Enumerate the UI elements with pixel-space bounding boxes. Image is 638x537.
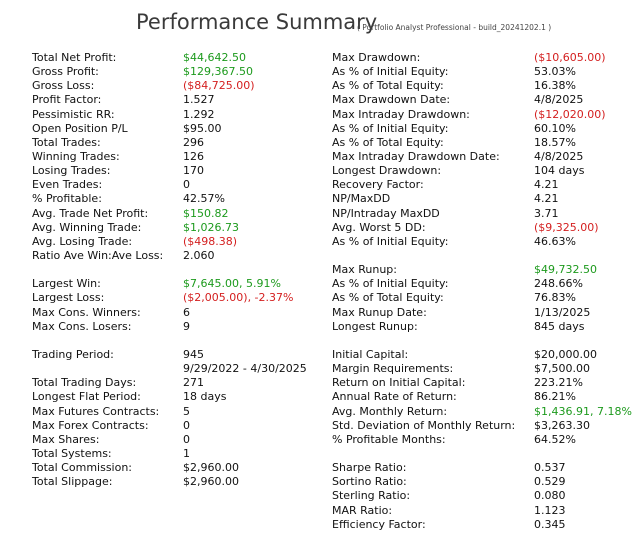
metric-row <box>332 65 638 79</box>
metric-row <box>332 136 638 150</box>
metric-label: Losing Trades: <box>32 164 111 178</box>
metric-value: 18.57% <box>534 135 576 149</box>
metric-value: $7,645.00, 5.91% <box>183 277 281 291</box>
metric-label: Recovery Factor: <box>332 178 424 192</box>
metric-label: Ratio Ave Win:Ave Loss: <box>32 248 164 262</box>
metric-label: Avg. Worst 5 DD: <box>332 220 426 234</box>
metric-row <box>32 334 322 348</box>
metric-label: NP/MaxDD <box>332 192 391 206</box>
metric-value: 4/8/2025 <box>534 149 584 163</box>
metric-label: Total Trading Days: <box>32 376 137 390</box>
metric-label: Winning Trades: <box>32 149 120 163</box>
metric-label: As % of Initial Equity: <box>332 121 449 135</box>
metric-value: 0 <box>183 432 190 446</box>
metric-value: 0.080 <box>534 489 566 503</box>
metric-label: Max Intraday Drawdown Date: <box>332 149 500 163</box>
metric-row <box>32 277 322 291</box>
metric-row <box>32 150 322 164</box>
metric-label: Avg. Trade Net Profit: <box>32 206 149 220</box>
metric-row <box>332 348 638 362</box>
metric-row <box>332 376 638 390</box>
metric-label: Open Position P/L <box>32 121 128 135</box>
metric-label: As % of Total Equity: <box>332 135 444 149</box>
metric-row <box>332 405 638 419</box>
metric-value: 1/13/2025 <box>534 305 591 319</box>
metric-label: Even Trades: <box>32 178 103 192</box>
metric-label: Gross Profit: <box>32 65 99 79</box>
metric-value: 248.66% <box>534 277 583 291</box>
metric-value: 223.21% <box>534 376 583 390</box>
metric-row <box>332 93 638 107</box>
metric-row <box>332 277 638 291</box>
metric-value: 1.527 <box>183 93 215 107</box>
metric-value: 6 <box>183 305 190 319</box>
metric-row <box>32 306 322 320</box>
metric-row <box>332 475 638 489</box>
metric-value: ($84,725.00) <box>183 79 255 93</box>
metric-row <box>332 320 638 334</box>
metric-value: 945 <box>183 347 204 361</box>
metric-label: Return on Initial Capital: <box>332 376 466 390</box>
metric-label: Longest Drawdown: <box>332 164 442 178</box>
metric-label: Longest Flat Period: <box>32 390 141 404</box>
metric-row <box>332 79 638 93</box>
metric-value: 296 <box>183 135 204 149</box>
metric-row <box>32 192 322 206</box>
metric-value: 1.292 <box>183 107 215 121</box>
metric-label: Gross Loss: <box>32 79 95 93</box>
metric-row <box>32 447 322 461</box>
metric-value: 0.345 <box>534 517 566 531</box>
metric-label: Trading Period: <box>32 347 114 361</box>
metric-label: Max Cons. Losers: <box>32 319 132 333</box>
metric-label: Profit Factor: <box>32 93 102 107</box>
metric-label: Max Runup: <box>332 263 397 277</box>
metric-value: 16.38% <box>534 79 576 93</box>
metric-label: Margin Requirements: <box>332 362 454 376</box>
metric-value: 0 <box>183 418 190 432</box>
metric-value: 170 <box>183 164 204 178</box>
metric-row <box>32 164 322 178</box>
metric-value: 46.63% <box>534 234 576 248</box>
metric-label: Initial Capital: <box>332 347 409 361</box>
metric-label: As % of Total Equity: <box>332 79 444 93</box>
metric-row <box>32 79 322 93</box>
metric-row <box>332 51 638 65</box>
metric-value: 53.03% <box>534 65 576 79</box>
metric-value: $129,367.50 <box>183 65 253 79</box>
metric-label: NP/Intraday MaxDD <box>332 206 440 220</box>
metric-row <box>332 291 638 305</box>
metric-row <box>32 390 322 404</box>
metric-label: Max Shares: <box>32 432 100 446</box>
metric-row <box>32 291 322 305</box>
metric-value: 4.21 <box>534 192 559 206</box>
right-metrics-column <box>332 51 638 532</box>
metric-row <box>32 51 322 65</box>
metric-row <box>32 65 322 79</box>
metric-label: % Profitable Months: <box>332 432 446 446</box>
metric-label: Max Forex Contracts: <box>32 418 149 432</box>
metric-row <box>332 122 638 136</box>
metric-value: ($12,020.00) <box>534 107 606 121</box>
metric-label: Sterling Ratio: <box>332 489 411 503</box>
metric-label: Efficiency Factor: <box>332 517 426 531</box>
metric-value: 271 <box>183 376 204 390</box>
metric-value: ($9,325.00) <box>534 220 599 234</box>
metric-row <box>332 207 638 221</box>
page-title: Performance Summary <box>136 10 378 34</box>
metric-row <box>332 390 638 404</box>
metric-row <box>332 504 638 518</box>
metric-label: % Profitable: <box>32 192 102 206</box>
metric-value: 18 days <box>183 390 227 404</box>
metric-value: $2,960.00 <box>183 461 239 475</box>
metric-row <box>32 108 322 122</box>
metric-label: Std. Deviation of Monthly Return: <box>332 418 516 432</box>
metric-value: 3.71 <box>534 206 559 220</box>
metric-value: ($2,005.00), -2.37% <box>183 291 294 305</box>
metric-row <box>332 447 638 461</box>
metric-row <box>332 362 638 376</box>
metric-value: ($10,605.00) <box>534 51 606 64</box>
metric-label: Largest Loss: <box>32 291 105 305</box>
metric-row <box>32 405 322 419</box>
metric-value: 4.21 <box>534 178 559 192</box>
metric-row <box>32 362 322 376</box>
metric-row <box>332 489 638 503</box>
metric-row <box>32 221 322 235</box>
metric-row <box>32 475 322 489</box>
metric-row <box>32 419 322 433</box>
metric-value: $150.82 <box>183 206 229 220</box>
metric-label: Max Cons. Winners: <box>32 305 141 319</box>
metric-value: 4/8/2025 <box>534 93 584 107</box>
metric-row <box>332 164 638 178</box>
metric-value: 64.52% <box>534 432 576 446</box>
metric-label: Largest Win: <box>32 277 101 291</box>
metric-value: 86.21% <box>534 390 576 404</box>
metric-row <box>332 461 638 475</box>
metric-value: $44,642.50 <box>183 51 246 64</box>
metric-value: ($498.38) <box>183 234 238 248</box>
metric-row <box>332 419 638 433</box>
metric-label: Max Drawdown Date: <box>332 93 451 107</box>
metric-value: $1,436.91, 7.18% <box>534 404 632 418</box>
metric-row <box>32 122 322 136</box>
metric-value: $3,263.30 <box>534 418 590 432</box>
metric-label: Max Drawdown: <box>332 51 421 64</box>
metric-label: Avg. Winning Trade: <box>32 220 142 234</box>
metric-label: Total Net Profit: <box>32 51 117 64</box>
metric-row <box>332 150 638 164</box>
metric-value: 104 days <box>534 164 585 178</box>
metric-value: 9 <box>183 319 190 333</box>
metric-value: 42.57% <box>183 192 225 206</box>
metric-row <box>32 178 322 192</box>
metric-label: Avg. Losing Trade: <box>32 234 133 248</box>
metric-value: 76.83% <box>534 291 576 305</box>
metric-label: Total Commission: <box>32 461 133 475</box>
build-info: ( Portfolio Analyst Professional - build_20241202.1 ) <box>357 23 552 32</box>
metric-value: 1 <box>183 446 190 460</box>
metric-value: $1,026.73 <box>183 220 239 234</box>
metric-row <box>32 235 322 249</box>
metric-value: $7,500.00 <box>534 362 590 376</box>
metric-row <box>332 518 638 532</box>
metric-row <box>332 263 638 277</box>
metric-value: $95.00 <box>183 121 222 135</box>
metric-row <box>32 461 322 475</box>
metric-label: Longest Runup: <box>332 319 418 333</box>
metric-value: 60.10% <box>534 121 576 135</box>
metric-row <box>332 192 638 206</box>
metric-label: As % of Initial Equity: <box>332 65 449 79</box>
metric-row <box>32 348 322 362</box>
metric-row <box>32 249 322 263</box>
metric-value: 9/29/2022 - 4/30/2025 <box>183 362 307 376</box>
metric-label: Max Futures Contracts: <box>32 404 160 418</box>
metric-value: 0.537 <box>534 461 566 475</box>
metric-row <box>32 433 322 447</box>
metric-value: 5 <box>183 404 190 418</box>
metric-label: Max Runup Date: <box>332 305 427 319</box>
metric-label: Avg. Monthly Return: <box>332 404 448 418</box>
metric-row <box>32 320 322 334</box>
metric-label: MAR Ratio: <box>332 503 393 517</box>
metric-value: 0 <box>183 178 190 192</box>
metric-row <box>332 235 638 249</box>
metric-label: Annual Rate of Return: <box>332 390 457 404</box>
metric-row <box>332 433 638 447</box>
metric-value: $20,000.00 <box>534 347 597 361</box>
metric-row <box>32 207 322 221</box>
metric-row <box>332 249 638 263</box>
metric-label: Sortino Ratio: <box>332 475 407 489</box>
metric-row <box>332 306 638 320</box>
metric-label: As % of Initial Equity: <box>332 277 449 291</box>
metric-label: Total Systems: <box>32 446 112 460</box>
metric-value: 126 <box>183 149 204 163</box>
metric-value: 845 days <box>534 319 585 333</box>
metric-row <box>32 376 322 390</box>
metric-value: 0.529 <box>534 475 566 489</box>
metric-value: $49,732.50 <box>534 263 597 277</box>
metric-row <box>32 136 322 150</box>
metric-label: As % of Total Equity: <box>332 291 444 305</box>
metric-row <box>332 108 638 122</box>
metric-label: Sharpe Ratio: <box>332 461 407 475</box>
left-metrics-column <box>32 51 322 489</box>
metric-label: Max Intraday Drawdown: <box>332 107 470 121</box>
metric-label: Total Slippage: <box>32 475 113 489</box>
metric-value: 1.123 <box>534 503 566 517</box>
metric-value: $2,960.00 <box>183 475 239 489</box>
metric-row <box>32 93 322 107</box>
metric-label: Total Trades: <box>32 135 101 149</box>
metric-label: As % of Initial Equity: <box>332 234 449 248</box>
metric-value: 2.060 <box>183 248 215 262</box>
metric-row <box>332 178 638 192</box>
metric-label: Pessimistic RR: <box>32 107 115 121</box>
metric-row <box>332 221 638 235</box>
metric-row <box>32 263 322 277</box>
metric-row <box>332 334 638 348</box>
